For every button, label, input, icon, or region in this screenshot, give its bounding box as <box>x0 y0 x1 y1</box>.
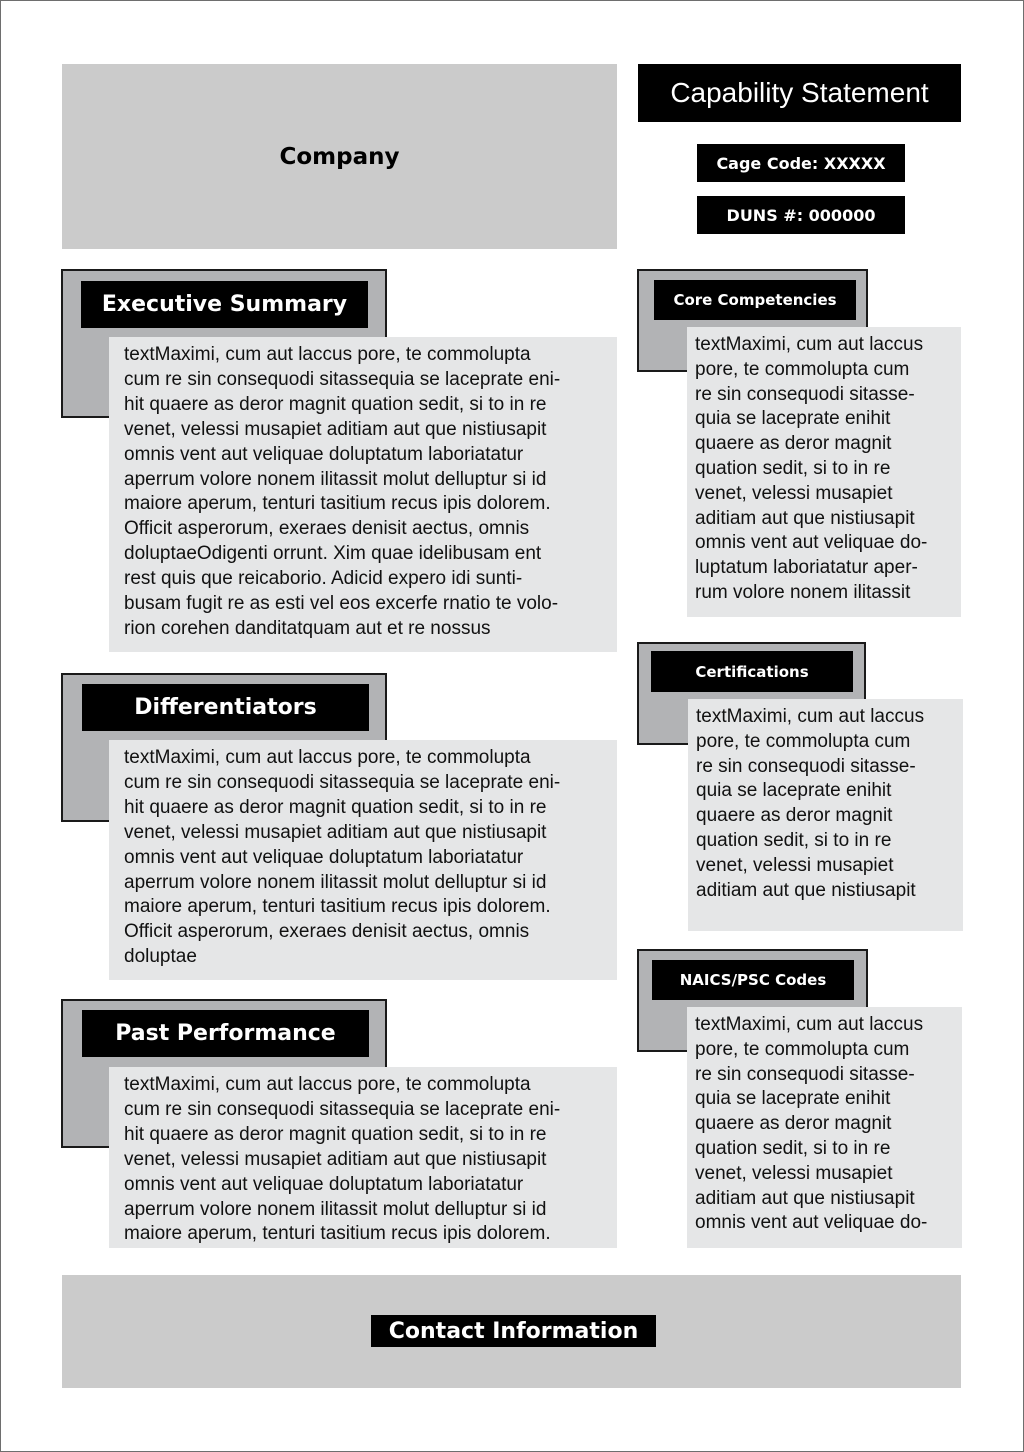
past-performance-heading: Past Performance <box>82 1010 369 1057</box>
executive-summary-text: textMaximi, cum aut laccus pore, te commolupta cum re sin consequodi sitassequia se laceprate eni- hit quaere as deror magnit quation sedit, si to in re venet, velessi musapiet aditiam aut que nistiusapit omnis vent aut veliquae doluptatum laboriatatur aperrum volore nonem ilitassit molut delluptur si id maiore aperum, tenturi tasitium recus ipis dolorem. Officit asperorum, exeraes denisit aectus, omnis doluptaeOdigenti orrunt. Xim quae idelibusam ent rest quis que reicaborio. Adicid expero idi sunti- busam fugit re as esti vel eos excerfe rnatio te volo- rion corehen danditatquam aut et re nossus <box>109 337 617 652</box>
core-competencies-text: textMaximi, cum aut laccus pore, te commolupta cum re sin consequodi sitasse- quia se laceprate enihit quaere as deror magnit quation sedit, si to in re venet, velessi musapiet aditiam aut que nistiusapit omnis vent aut veliquae do- luptatum laboriatatur aper- rum volore nonem ilitassit <box>687 327 961 617</box>
certifications-heading: Certifications <box>651 651 853 692</box>
differentiators-text: textMaximi, cum aut laccus pore, te commolupta cum re sin consequodi sitassequia se laceprate eni- hit quaere as deror magnit quation sedit, si to in re venet, velessi musapiet aditiam aut que nistiusapit omnis vent aut veliquae doluptatum laboriatatur aperrum volore nonem ilitassit molut delluptur si id maiore aperum, tenturi tasitium recus ipis dolorem. Officit asperorum, exeraes denisit aectus, omnis doluptae <box>109 740 617 980</box>
company-name: Company <box>279 143 400 170</box>
core-competencies-heading: Core Competencies <box>654 280 856 320</box>
naics-psc-heading: NAICS/PSC Codes <box>652 960 854 1000</box>
executive-summary-heading: Executive Summary <box>81 281 368 328</box>
cage-code-badge: Cage Code: XXXXX <box>697 144 905 182</box>
past-performance-text: textMaximi, cum aut laccus pore, te commolupta cum re sin consequodi sitassequia se laceprate eni- hit quaere as deror magnit quation sedit, si to in re venet, velessi musapiet aditiam aut que nistiusapit omnis vent aut veliquae doluptatum laboriatatur aperrum volore nonem ilitassit molut delluptur si id maiore aperum, tenturi tasitium recus ipis dolorem. <box>109 1067 617 1248</box>
document-title: Capability Statement <box>638 64 961 122</box>
duns-badge: DUNS #: 000000 <box>697 196 905 234</box>
differentiators-heading: Differentiators <box>82 684 369 731</box>
company-banner <box>62 64 617 249</box>
naics-psc-text: textMaximi, cum aut laccus pore, te commolupta cum re sin consequodi sitasse- quia se laceprate enihit quaere as deror magnit quation sedit, si to in re venet, velessi musapiet aditiam aut que nistiusapit omnis vent aut veliquae do- <box>687 1007 962 1248</box>
certifications-text: textMaximi, cum aut laccus pore, te commolupta cum re sin consequodi sitasse- quia se laceprate enihit quaere as deror magnit quation sedit, si to in re venet, velessi musapiet aditiam aut que nistiusapit <box>688 699 963 931</box>
contact-information-label: Contact Information <box>371 1315 656 1347</box>
